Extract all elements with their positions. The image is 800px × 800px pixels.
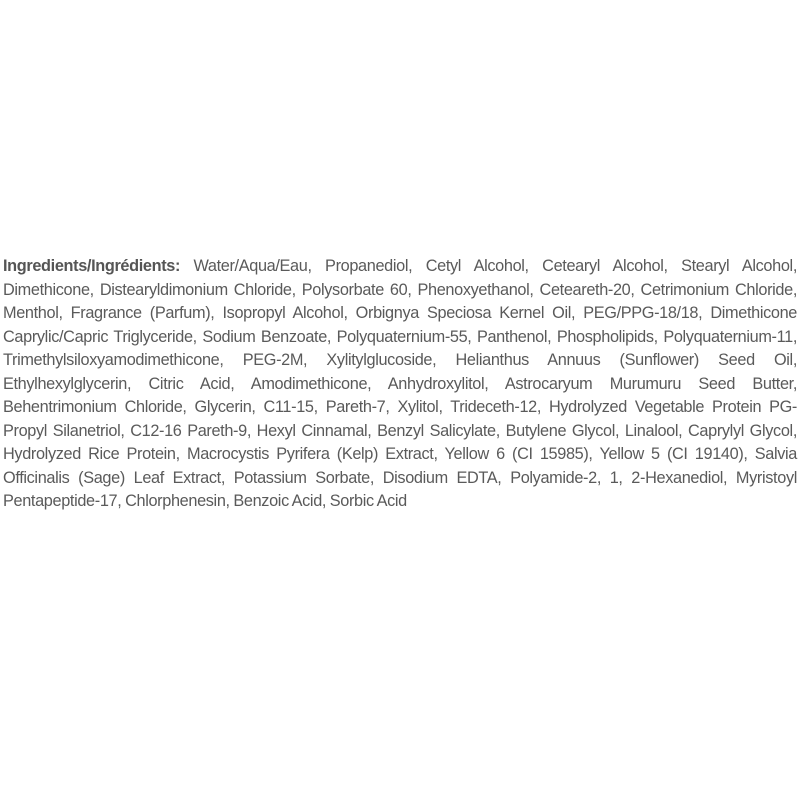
ingredients-heading: Ingredients/Ingrédients: <box>3 257 181 275</box>
ingredients-list <box>3 255 797 514</box>
ingredients-text: Water/Aqua/Eau, Propanediol, Cetyl Alcohol, Cetearyl Alcohol, Stearyl Alcohol, Dimethicone, Distearyldimonium Chloride, Polysorbate 60, Phenoxyethanol, Ceteareth-20, Cetrimonium Chloride, Menthol, Fragrance (Parfum), Isopropyl Alcohol, Orbignya Speciosa Kernel Oil, PEG/PPG-18/18, Dimethicone Caprylic/Capric Triglyceride, Sodium Benzoate, Polyquaternium-55, Panthenol, Phospholipids, Polyquaternium-11, Trimethylsiloxyamodimethicone, PEG-2M, Xylitylglucoside, Helianthus Annuus (Sunflower) Seed Oil, Ethylhexylglycerin, Citric Acid, Amodimethicone, Anhydroxylitol, Astrocaryum Murumuru Seed Butter, Behentrimonium Chloride, Glycerin, C11-15, Pareth-7, Xylitol, Trideceth-12, Hydrolyzed Vegetable Protein PG-Propyl Silanetriol, C12-16 Pareth-9, Hexyl Cinnamal, Benzyl Salicylate, Butylene Glycol, Linalool, Caprylyl Glycol, Hydrolyzed Rice Protein, Macrocystis Pyrifera (Kelp) Extract, Yellow 6 (CI 15985), Yellow 5 (CI 19140), Salvia Officinalis (Sage) Leaf Extract, Potassium Sorbate, Disodium EDTA, Polyamide-2, 1, 2-Hexanediol, Myristoyl Pentapeptide-17, Chlorphenesin, Benzoic Acid, Sorbic Acid <box>3 257 797 510</box>
